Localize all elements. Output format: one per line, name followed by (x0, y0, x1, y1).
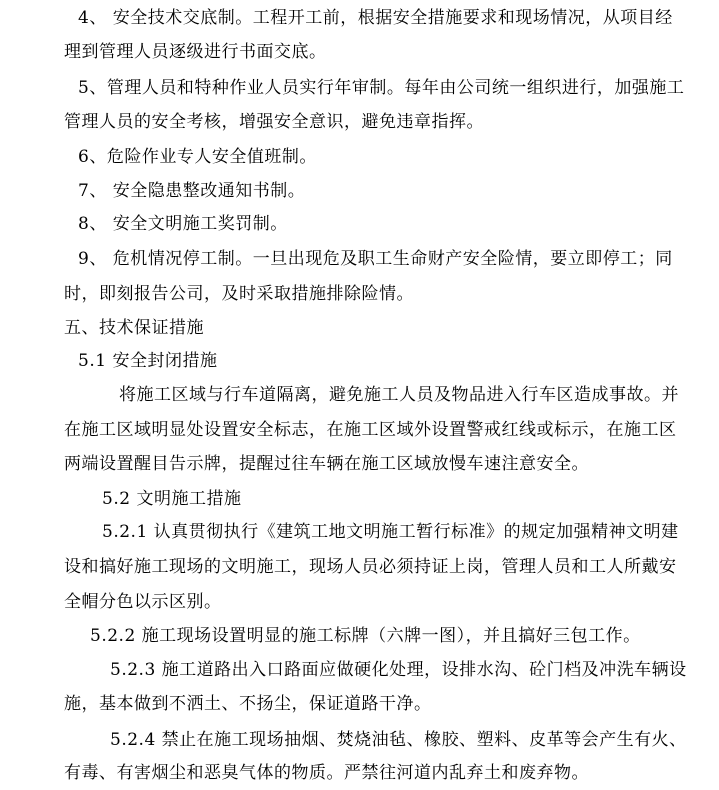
paragraph-5-2-4-line-1: 5.2.4 禁止在施工现场抽烟、焚烧油毡、橡胶、塑料、皮革等会产生有火、 (110, 730, 687, 750)
list-item-4-line-1: 4、 安全技术交底制。工程开工前，根据安全措施要求和现场情况，从项目经 (78, 8, 673, 28)
paragraph-5-2-1-line-1: 5.2.1 认真贯彻执行《建筑工地文明施工暂行标准》的规定加强精神文明建 (102, 522, 679, 542)
section-5-2-heading: 5.2 文明施工措施 (102, 489, 242, 509)
paragraph-5-2-1-line-2: 设和搞好施工现场的文明施工，现场人员必须持证上岗，管理人员和工人所戴安 (64, 557, 677, 577)
paragraph-5-2-1-line-3: 全帽分色以示区别。 (64, 592, 222, 612)
paragraph-5-2-3-line-1: 5.2.3 施工道路出入口路面应做硬化处理，设排水沟、砼门档及冲洗车辆设 (110, 660, 687, 680)
list-item-6: 6、危险作业专人安全值班制。 (78, 147, 317, 167)
list-item-5-line-2: 管理人员的安全考核，增强安全意识，避免违章指挥。 (64, 112, 484, 132)
list-item-9-line-1: 9、 危机情况停工制。一旦出现危及职工生命财产安全险情，要立即停工；同 (78, 249, 673, 269)
paragraph-5-2-3-line-2: 施，基本做到不洒土、不扬尘，保证道路干净。 (64, 694, 432, 714)
list-item-5-line-1: 5、管理人员和特种作业人员实行年审制。每年由公司统一组织进行，加强施工 (78, 78, 685, 98)
list-item-9-line-2: 时，即刻报告公司，及时采取措施排除险情。 (64, 284, 414, 304)
list-item-8: 8、 安全文明施工奖罚制。 (78, 214, 288, 234)
list-item-4-line-2: 理到管理人员逐级进行书面交底。 (64, 42, 327, 62)
section-5-heading: 五、技术保证措施 (64, 318, 204, 338)
paragraph-5-2-4-line-2: 有毒、有害烟尘和恶臭气体的物质。严禁往河道内乱弃土和废弃物。 (64, 763, 589, 783)
section-5-1-heading: 5.1 安全封闭措施 (78, 351, 218, 371)
paragraph-5-2-2: 5.2.2 施工现场设置明显的施工标牌（六牌一图），并且搞好三包工作。 (90, 626, 641, 646)
paragraph-5-1-line-2: 在施工区域明显处设置安全标志，在施工区域外设置警戒红线或标示，在施工区 (64, 420, 677, 440)
paragraph-5-1-line-3: 两端设置醒目告示牌，提醒过往车辆在施工区域放慢车速注意安全。 (64, 454, 589, 474)
paragraph-5-1-line-1: 将施工区域与行车道隔离，避免施工人员及物品进入行车区造成事故。并 (119, 385, 679, 405)
list-item-7: 7、 安全隐患整改通知书制。 (78, 181, 306, 201)
